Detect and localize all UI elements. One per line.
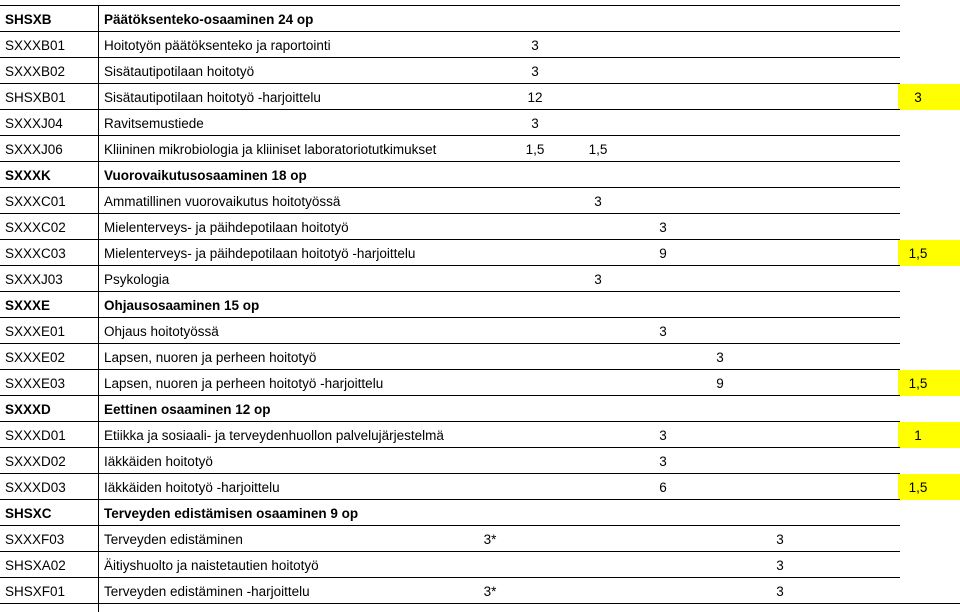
section-title: Vuorovaikutusosaaminen 18 op (104, 167, 307, 183)
credits-value: 3 (531, 63, 539, 79)
credits-value: 3 (594, 193, 602, 209)
course-title: Äitiyshuolto ja naistetautien hoitotyö (104, 557, 319, 573)
credits-value: 3 (776, 557, 784, 573)
section-title: Terveyden edistämisen osaaminen 9 op (104, 505, 359, 521)
section-header-row (0, 396, 960, 422)
course-row (0, 58, 960, 84)
course-title: Ohjaus hoitotyössä (104, 323, 219, 339)
course-code: SHSXB (5, 11, 52, 27)
credits-value-highlighted: 1,5 (908, 245, 928, 261)
course-code: SHSXB01 (5, 89, 66, 105)
course-code: SXXXE03 (5, 375, 66, 391)
course-title: Ravitsemustiede (104, 115, 204, 131)
credits-value: 12 (527, 89, 543, 105)
course-row (0, 552, 960, 578)
credits-value: 3* (483, 531, 497, 547)
credits-value: 3 (716, 349, 724, 365)
credits-value-highlighted: 1,5 (908, 375, 928, 391)
section-header-row (0, 292, 960, 318)
course-title: Psykologia (104, 271, 170, 287)
credits-value-highlighted: 3 (914, 89, 922, 105)
credits-value-highlighted: 1 (914, 427, 922, 443)
section-header-row (0, 500, 960, 526)
course-code: SXXXC03 (5, 245, 66, 261)
course-row (0, 370, 960, 396)
credits-value: 1,5 (525, 141, 545, 157)
course-row (0, 448, 960, 474)
credits-value: 3 (531, 37, 539, 53)
course-code: SHSXA02 (5, 557, 66, 573)
course-code: SHSXC (5, 505, 52, 521)
course-title: Sisätautipotilaan hoitotyö -harjoittelu (104, 89, 321, 105)
course-row (0, 422, 960, 448)
course-title: Terveyden edistäminen (104, 531, 243, 547)
course-code: SXXXJ06 (5, 141, 63, 157)
credits-value-highlighted: 1,5 (908, 479, 928, 495)
course-title: Iäkkäiden hoitotyö -harjoittelu (104, 479, 280, 495)
credits-value: 3 (776, 531, 784, 547)
credits-value: 3 (594, 271, 602, 287)
course-row (0, 240, 960, 266)
credits-value: 9 (659, 245, 667, 261)
course-code: SXXXD03 (5, 479, 66, 495)
course-row (0, 474, 960, 500)
credits-value: 3* (483, 583, 497, 599)
course-row (0, 214, 960, 240)
course-title: Sisätautipotilaan hoitotyö (104, 63, 255, 79)
course-code: SXXXC02 (5, 219, 66, 235)
course-title: Etiikka ja sosiaali- ja terveydenhuollon palvelujärjestelmä (104, 427, 444, 443)
course-row (0, 188, 960, 214)
course-row (0, 84, 960, 110)
course-row (0, 578, 960, 604)
course-code: SXXXJ04 (5, 115, 63, 131)
course-row (0, 136, 960, 162)
course-title: Lapsen, nuoren ja perheen hoitotyö -harjoittelu (104, 375, 384, 391)
course-code: SXXXC01 (5, 193, 66, 209)
credits-value: 3 (659, 219, 667, 235)
course-title: Mielenterveys- ja päihdepotilaan hoitotyö -harjoittelu (104, 245, 416, 261)
credits-value: 3 (659, 453, 667, 469)
credits-value: 6 (659, 479, 667, 495)
course-row (0, 344, 960, 370)
course-code: SXXXB01 (5, 37, 66, 53)
section-title: Eettinen osaaminen 12 op (104, 401, 271, 417)
course-row (0, 318, 960, 344)
course-title: Mielenterveys- ja päihdepotilaan hoitotyö (104, 219, 349, 235)
course-title: Hoitotyön päätöksenteko ja raportointi (104, 37, 331, 53)
course-title: Ammatillinen vuorovaikutus hoitotyössä (104, 193, 341, 209)
row-divider (0, 603, 960, 604)
column-divider (98, 5, 99, 612)
credits-value: 3 (776, 583, 784, 599)
course-code: SXXXB02 (5, 63, 66, 79)
section-header-row (0, 6, 960, 32)
course-code: SXXXD (5, 401, 51, 417)
course-row (0, 32, 960, 58)
course-code: SXXXE02 (5, 349, 66, 365)
credits-value: 3 (659, 427, 667, 443)
course-code: SXXXE (5, 297, 51, 313)
section-title: Päätöksenteko-osaaminen 24 op (104, 11, 314, 27)
credits-value: 3 (659, 323, 667, 339)
credits-value: 9 (716, 375, 724, 391)
table-top-border (0, 5, 900, 6)
course-title: Kliininen mikrobiologia ja kliiniset laboratoriotutkimukset (104, 141, 437, 157)
section-title: Ohjausosaaminen 15 op (104, 297, 260, 313)
course-code: SHSXF01 (5, 583, 66, 599)
course-row (0, 266, 960, 292)
course-code: SXXXD02 (5, 453, 66, 469)
course-code: SXXXD01 (5, 427, 66, 443)
course-row (0, 526, 960, 552)
course-code: SXXXJ03 (5, 271, 63, 287)
course-title: Terveyden edistäminen -harjoittelu (104, 583, 310, 599)
course-row (0, 110, 960, 136)
credits-value: 3 (531, 115, 539, 131)
section-header-row (0, 162, 960, 188)
credits-value: 1,5 (588, 141, 608, 157)
course-code: SXXXF03 (5, 531, 65, 547)
course-code: SXXXE01 (5, 323, 66, 339)
course-title: Iäkkäiden hoitotyö (104, 453, 213, 469)
course-code: SXXXK (5, 167, 51, 183)
course-title: Lapsen, nuoren ja perheen hoitotyö (104, 349, 317, 365)
